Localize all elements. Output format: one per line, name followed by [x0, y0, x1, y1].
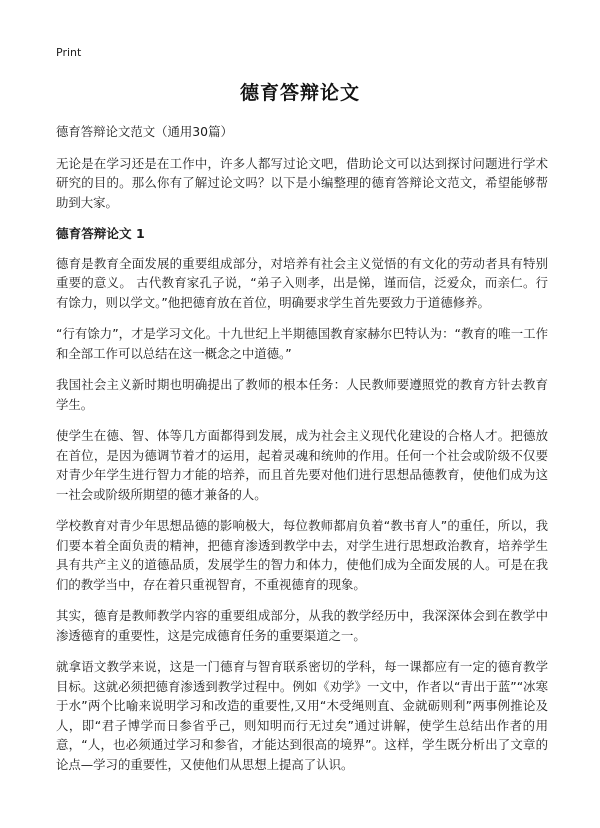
body-paragraph: 我国社会主义新时期也明确提出了教师的根本任务：人民教师要遵照党的教育方针去教育学生。 [56, 377, 548, 412]
page-title: 德育答辩论文 [239, 82, 360, 104]
body-paragraph: “行有馀力”，才是学习文化。十九世纪上半期德国教育家赫尔巴特认为：“教育的唯一工作和全部工作可以总结在这一概念之中道德。” [56, 326, 548, 361]
body-paragraph: 德育是教育全面发展的重要组成部分，对培养有社会主义觉悟的有文化的劳动者具有特别重要的意义。 古代教育家孔子说，“弟子入则孝，出是悌，谨而信，泛爱众，而亲仁。行有馀力，则以学文。”他把德育放在首位，明确要求学生首先要致力于道德修养。 [56, 255, 548, 310]
intro-paragraph: 无论是在学习还是在工作中，许多人都写过论文吧，借助论文可以达到探讨问题进行学术研究的目的。那么你有了解过论文吗？以下是小编整理的德育答辩论文范文，希望能够帮助到大家。 [56, 155, 548, 210]
body-paragraph: 学校教育对青少年思想品德的影响极大，每位教师都肩负着“教书育人”的重任，所以，我们要本着全面负责的精神，把德育渗透到教学中去，对学生进行思想政治教育，培养学生具有共产主义的道德品质，发展学生的智力和体力，使他们成为全面发展的人。可是在我们的教学当中，存在着只重视智育，不重视德育的现象。 [56, 518, 548, 592]
body-paragraph: 其实，德育是教师教学内容的重要组成部分，从我的教学经历中，我深深体会到在教学中渗透德育的重要性，这是完成德育任务的重要渠道之一。 [56, 608, 548, 643]
article-subtitle: 德育答辩论文范文（通用30篇） [56, 124, 233, 139]
body-paragraph: 就拿语文教学来说，这是一门德育与智育联系密切的学科，每一课都应有一定的德育教学目标。这就必须把德育渗透到教学过程中。例如《劝学》一文中，作者以“青出于蓝”“冰寒于水”两个比喻来说明学习和改造的重要性,又用“木受绳则直、金就砺则利”两事例推论及人，即“君子博学而日参省乎己，则知明而行无过矣”通过讲解，使学生总结出作者的用意，“人，也必须通过学习和参省，才能达到很高的境界”。这样，学生既分析出了文章的论点—学习的重要性，又使他们从思想上提高了认识。 [56, 659, 548, 772]
article-body [56, 122, 548, 786]
section-heading: 德育答辩论文 1 [56, 226, 145, 241]
body-paragraph: 使学生在德、智、体等几方面都得到发展，成为社会主义现代化建设的合格人才。把德放在首位，是因为德调节着才的运用，起着灵魂和统帅的作用。任何一个社会或阶级不仅要对青少年学生进行智力才能的培养，而且首先要对他们进行思想品德教育，使他们成为这一社会或阶级所期望的德才兼备的人。 [56, 428, 548, 502]
print-link[interactable]: Print [56, 46, 82, 59]
